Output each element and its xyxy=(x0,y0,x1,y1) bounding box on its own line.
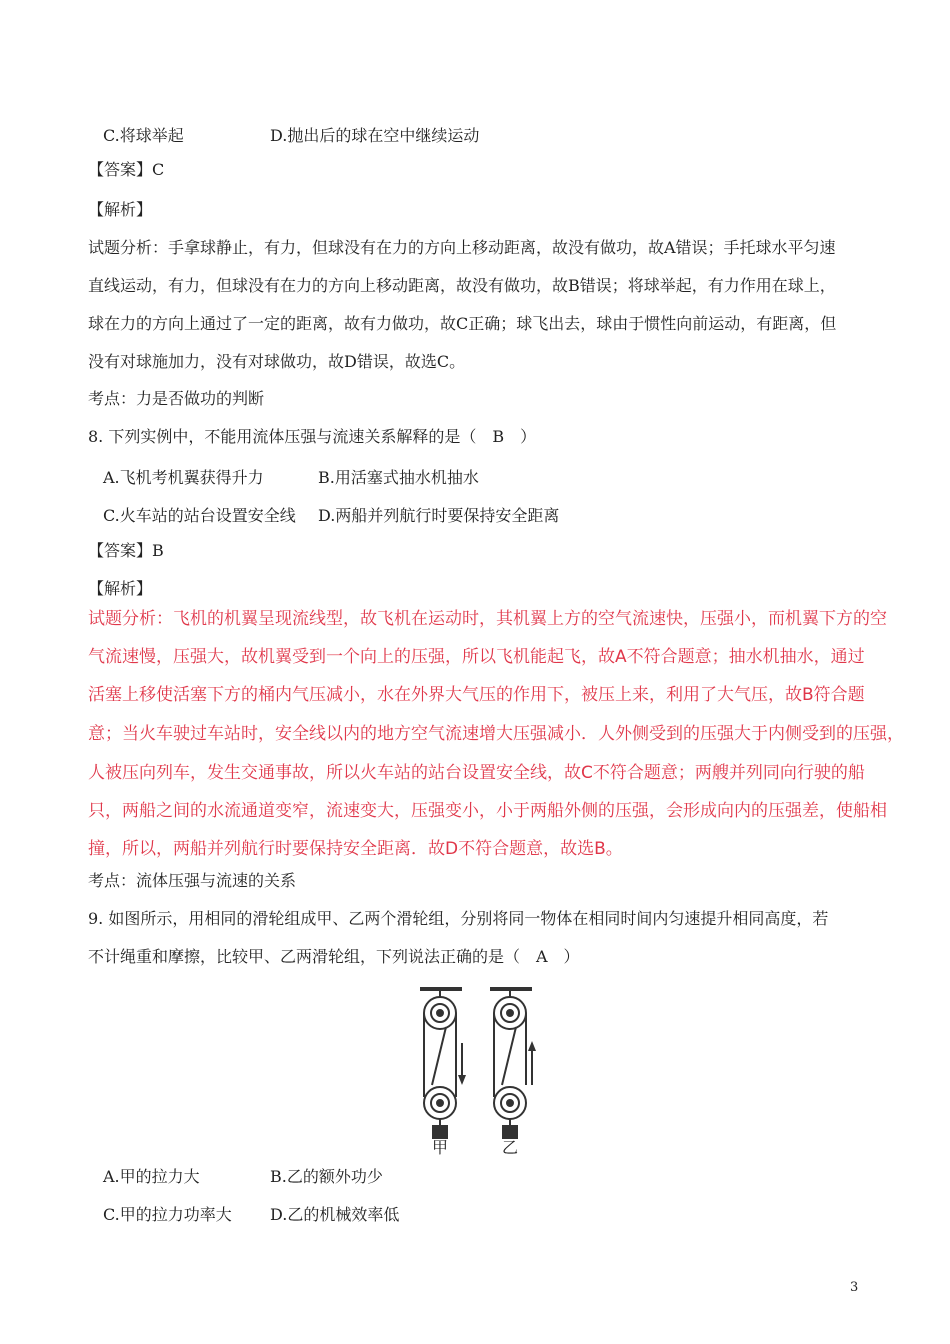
q9-option-b: B.乙的额外功少 xyxy=(270,1167,383,1186)
q8-analysis-line: 只，两船之间的水流通道变窄，流速变大，压强变小，小于两船外侧的压强，会形成向内的压强差，使船相 xyxy=(88,801,887,821)
ceiling-right xyxy=(490,987,532,991)
q9-option-d: D.乙的机械效率低 xyxy=(270,1205,400,1224)
q8-analysis-line: 试题分析：飞机的机翼呈现流线型，故飞机在运动时，其机翼上方的空气流速快，压强小，而机翼下方的空 xyxy=(88,609,887,629)
figure-label-left: 甲 xyxy=(431,1138,449,1155)
q7-answer: 【答案】C xyxy=(88,160,165,179)
pulley-system-left xyxy=(424,991,456,1125)
q8-analysis-line: 气流速慢，压强大，故机翼受到一个向上的压强，所以飞机能起飞，故A不符合题意；抽水机抽水，通过 xyxy=(88,647,865,667)
ceiling-left xyxy=(420,987,462,991)
q9-option-a: A.甲的拉力大 xyxy=(103,1167,200,1186)
q8-analysis-line: 意；当火车驶过车站时，安全线以内的地方空气流速增大压强减小．人外侧受到的压强大于内侧受到的压强， xyxy=(88,724,904,744)
q7-analysis-line: 直线运动，有力，但球没有在力的方向上移动距离，故没有做功，故B错误；将球举起，有力作用在球上， xyxy=(88,276,836,295)
q7-kaodian: 考点：力是否做功的判断 xyxy=(88,389,265,408)
q8-option-d: D.两船并列航行时要保持安全距离 xyxy=(318,506,560,525)
pulley-system-right xyxy=(494,991,526,1125)
q8-analysis-line: 人被压向列车，发生交通事故，所以火车站的站台设置安全线，故C不符合题意；两艘并列同向行驶的船 xyxy=(88,763,865,783)
page-number: 3 xyxy=(850,1280,859,1295)
q8-option-a: A.飞机考机翼获得升力 xyxy=(103,468,264,487)
q7-option-c: C.将球举起 xyxy=(103,126,184,145)
q8-stem: 8. 下列实例中，不能用流体压强与流速关系解释的是（ B ） xyxy=(88,427,537,446)
q8-kaodian: 考点：流体压强与流速的关系 xyxy=(88,871,297,890)
q8-option-c: C.火车站的站台设置安全线 xyxy=(103,506,296,525)
q9-option-c: C.甲的拉力功率大 xyxy=(103,1205,232,1224)
q8-answer: 【答案】B xyxy=(88,541,164,560)
q8-analysis-head: 【解析】 xyxy=(88,579,153,598)
pulley-figure xyxy=(418,985,538,1155)
q9-stem-line: 9. 如图所示，用相同的滑轮组成甲、乙两个滑轮组，分别将同一物体在相同时间内匀速提升相同高度，若 xyxy=(88,909,829,928)
q7-analysis-line: 试题分析：手拿球静止，有力，但球没有在力的方向上移动距离，故没有做功，故A错误；手托球水平匀速 xyxy=(88,238,836,257)
weight-left xyxy=(432,1125,448,1139)
q7-analysis-line: 没有对球施加力，没有对球做功，故D错误，故选C。 xyxy=(88,352,466,371)
q8-analysis-line: 活塞上移使活塞下方的桶内气压减小，水在外界大气压的作用下，被压上来，利用了大气压，故B符合题 xyxy=(88,685,865,705)
q7-option-d: D.抛出后的球在空中继续运动 xyxy=(270,126,480,145)
q7-analysis-head: 【解析】 xyxy=(88,200,153,219)
q8-option-b: B.用活塞式抽水机抽水 xyxy=(318,468,479,487)
weight-right xyxy=(502,1125,518,1139)
figure-label-right: 乙 xyxy=(501,1138,519,1155)
q9-stem-line: 不计绳重和摩擦，比较甲、乙两滑轮组，下列说法正确的是（ A ） xyxy=(88,947,580,966)
q8-analysis-line: 撞，所以，两船并列航行时要保持安全距离．故D不符合题意，故选B。 xyxy=(88,839,623,859)
q7-analysis-line: 球在力的方向上通过了一定的距离，故有力做功，故C正确；球飞出去，球由于惯性向前运动，有距离，但 xyxy=(88,314,837,333)
